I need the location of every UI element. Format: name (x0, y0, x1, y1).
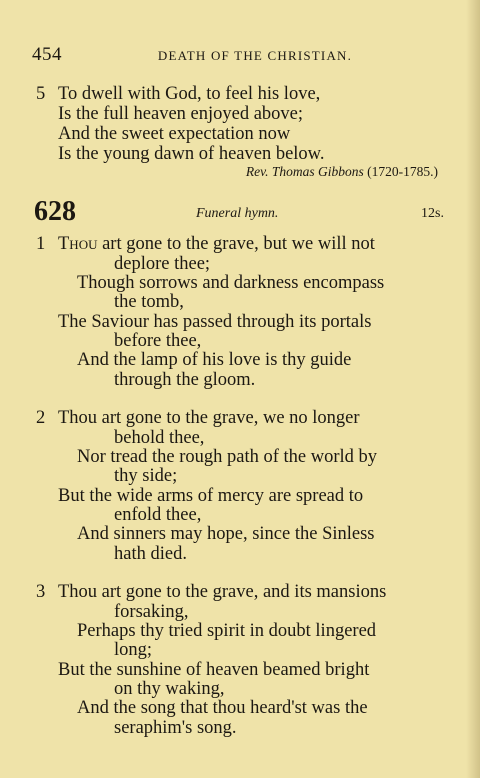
verse-line: And sinners may hope, since the Sinless (77, 524, 375, 544)
verse-line: And the sweet expectation now (58, 124, 291, 144)
verse-line: long; (114, 640, 153, 660)
verse-line: Is the full heaven enjoyed above; (58, 104, 304, 124)
verse-line: Thou art gone to the grave, and its mansions (58, 582, 387, 602)
verse-line: Though sorrows and darkness encompass (77, 273, 385, 293)
attribution-dates: (1720-1785.) (367, 164, 438, 179)
verse-number: 1 (36, 234, 46, 254)
verse-line: thy side; (114, 466, 178, 486)
verse-line: the tomb, (114, 292, 184, 312)
page-header (30, 44, 470, 68)
verse-line: forsaking, (114, 602, 189, 622)
page-edge-shadow (466, 0, 480, 778)
verse-line: But the sunshine of heaven beamed bright (58, 660, 370, 680)
verse-line (58, 234, 375, 254)
verse-line: deplore thee; (114, 254, 211, 274)
verse-line: Perhaps thy tried spirit in doubt lingered (77, 621, 377, 641)
hymn-title: Funeral hymn. (196, 206, 279, 221)
verse-line: Thou art gone to the grave, we no longer (58, 408, 360, 428)
attribution-name: Rev. Thomas Gibbons (245, 164, 364, 179)
verse-line: enfold thee, (114, 505, 202, 525)
verse-line: To dwell with God, to feel his love, (58, 84, 321, 104)
verse-line: through the gloom. (114, 370, 256, 390)
verse-line: And the song that thou heard'st was the (77, 698, 368, 718)
verse-line: The Saviour has passed through its portals (58, 312, 372, 332)
running-head: DEATH OF THE CHRISTIAN. (157, 48, 353, 63)
verse-line: before thee, (114, 331, 202, 351)
verse-line: Is the young dawn of heaven below. (58, 144, 325, 164)
verse-first-line-rest: art gone to the grave, but we will not (102, 234, 375, 254)
verse-line: hath died. (114, 544, 187, 564)
verse-line: Nor tread the rough path of the world by (77, 447, 378, 467)
verse-line: on thy waking, (114, 679, 225, 699)
verse-line: behold thee, (114, 428, 205, 448)
hymn-meter: 12s. (421, 206, 444, 221)
verse-line: And the lamp of his love is thy guide (77, 350, 352, 370)
verse-number: 2 (36, 408, 46, 428)
verse-line: seraphim's song. (114, 718, 237, 738)
verse-line: But the wide arms of mercy are spread to (58, 486, 364, 506)
page-number: 454 (32, 44, 62, 65)
hymn-number: 628 (34, 196, 76, 227)
verse-first-word: Thou (58, 234, 98, 254)
verse-number: 3 (36, 582, 46, 602)
attribution (246, 164, 438, 180)
verse-number: 5 (36, 84, 46, 104)
